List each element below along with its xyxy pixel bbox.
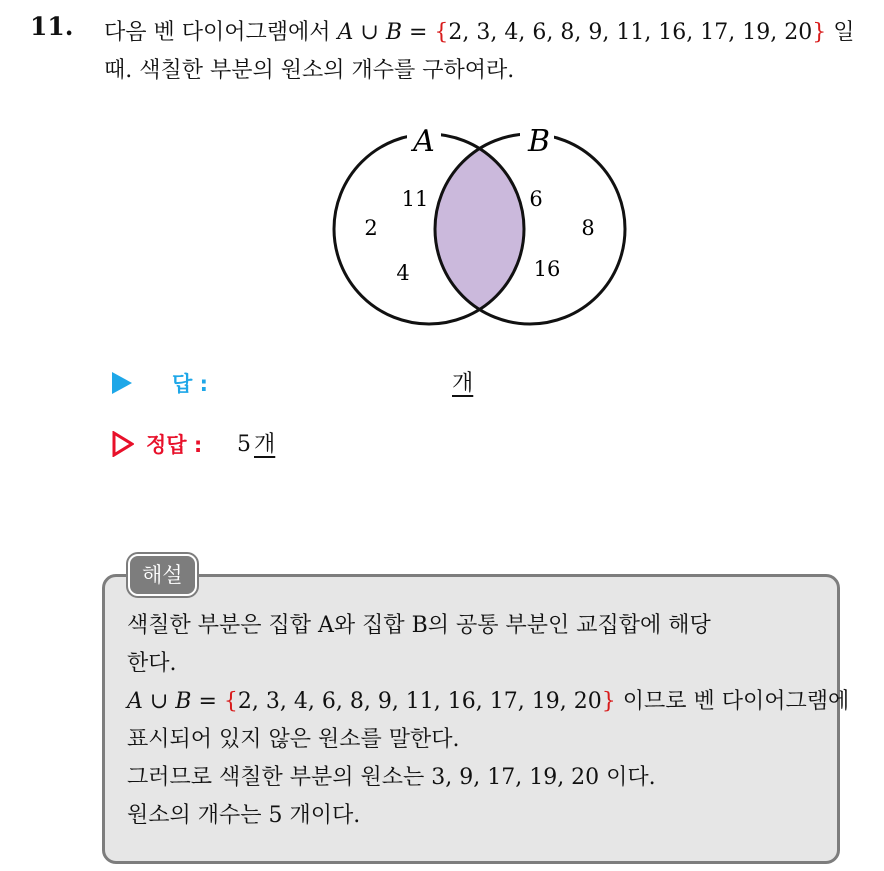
answer-label: 답 : <box>172 372 208 396</box>
element-a-only: 11 <box>401 187 429 211</box>
question-number: 11. <box>30 12 74 41</box>
correct-arrow-icon <box>112 431 134 457</box>
question-line-1: 다음 벤 다이어그램에서 A ∪ B = {2, 3, 4, 6, 8, 9, 11, 16, 17, 19, 20} 일 <box>104 20 855 45</box>
brace-open: { <box>434 20 449 45</box>
union-elements: 2, 3, 4, 6, 8, 9, 11, 16, 17, 19, 20 <box>448 20 813 45</box>
answer-unit: 개 <box>452 371 474 396</box>
venn-diagram <box>325 118 645 328</box>
answer-row <box>110 366 610 400</box>
correct-answer-unit: 개 <box>254 432 276 457</box>
set-a-label: A <box>413 124 435 159</box>
explanation-line: 표시되어 있지 않은 원소를 말한다. <box>127 727 460 752</box>
element-b-only: 16 <box>533 257 561 281</box>
brace-close: } <box>812 20 827 45</box>
union-expression: A ∪ B <box>337 20 402 45</box>
explanation-line: 색칠한 부분은 집합 A와 집합 B의 공통 부분인 교집합에 해당 <box>127 613 711 638</box>
element-b-only: 8 <box>581 216 595 240</box>
explanation-text <box>127 607 850 835</box>
set-b-label: B <box>527 124 551 159</box>
element-a-only: 2 <box>364 216 378 240</box>
correct-answer-value: 5 개 <box>237 432 276 457</box>
question-text <box>104 14 864 90</box>
explanation-box <box>102 574 850 864</box>
explanation-line: 원소의 개수는 5 개이다. <box>127 803 361 828</box>
explanation-line: 한다. <box>127 651 177 676</box>
correct-answer-row <box>110 427 610 461</box>
explanation-line: 그러므로 색칠한 부분의 원소는 3, 9, 17, 19, 20 이다. <box>127 765 656 790</box>
element-a-only: 4 <box>396 261 410 285</box>
explanation-line: A ∪ B = {2, 3, 4, 6, 8, 9, 11, 16, 17, 19, 20} 이므로 벤 다이어그램에 <box>127 689 850 714</box>
explanation-tab: 해설 <box>128 554 197 596</box>
element-b-only: 6 <box>529 187 543 211</box>
answer-arrow-icon <box>112 372 132 394</box>
correct-answer-label: 정답 : <box>146 433 203 457</box>
question-line-2: 때. 색칠한 부분의 원소의 개수를 구하여라. <box>104 58 515 83</box>
